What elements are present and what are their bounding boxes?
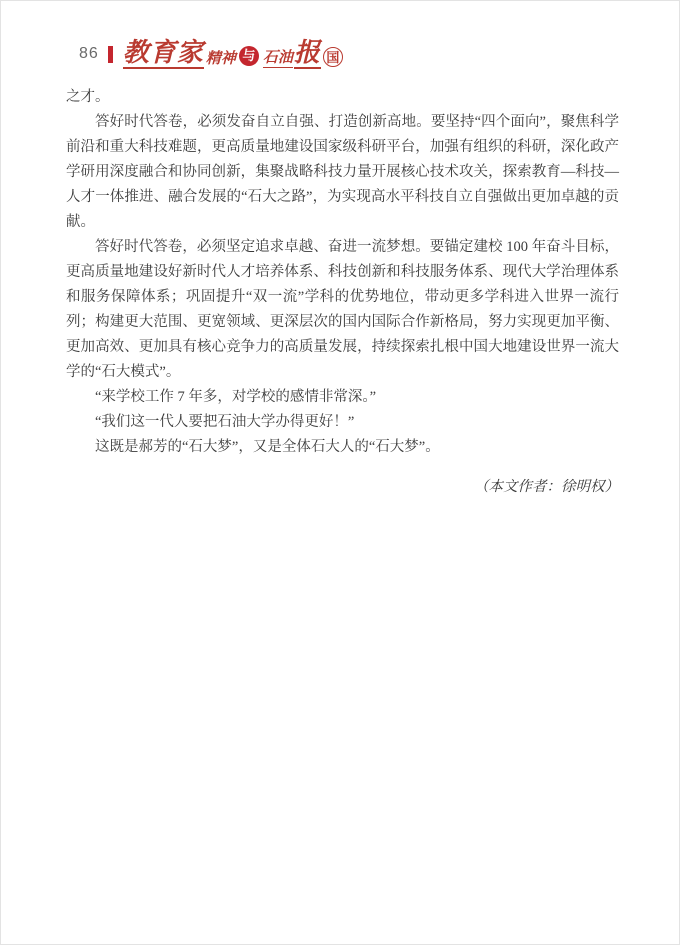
page-header <box>79 35 343 73</box>
page-number: 86 <box>79 45 99 62</box>
logo-text-educator: 教育家 <box>123 39 204 70</box>
logo-text-petroleum: 石油 <box>263 46 293 68</box>
body-paragraph: 这既是郝芳的“石大梦”，又是全体石大人的“石大梦”。 <box>95 439 440 455</box>
body-paragraph: 答好时代答卷，必须发奋自立自强、打造创新高地。要坚持“四个面向”，聚焦科学前沿和重大科技难题，更高质量地建设国家级科研平台，加强有组织的科研，深化政产学研用深度融合和协同创新，集聚战略科技力量开展核心技术攻关，探索教育—科技—人才一体推进、融合发展的“石大之路”，为实现高水平科技自立自强做出更加卓越的贡献。 <box>66 114 619 230</box>
body-paragraph: “来学校工作 7 年多，对学校的感情非常深。” <box>95 389 377 405</box>
journal-logo <box>123 39 343 70</box>
logo-seal-yu-icon: 与 <box>239 46 259 66</box>
author-attribution: （本文作者：徐明权） <box>474 479 619 495</box>
header-divider-bar <box>108 46 113 63</box>
logo-seal-guo-icon: 国 <box>323 47 343 67</box>
body-paragraph: 答好时代答卷，必须坚定追求卓越、奋进一流梦想。要锚定建校 100 年奋斗目标，更高质量地建设好新时代人才培养体系、科技创新和科技服务体系、现代大学治理体系和服务保障体系；巩固提升“双一流”学科的优势地位，带动更多学科进入世界一流行列；构建更大范围、更宽领域、更深层次的国内国际合作新格局，努力实现更加平衡、更加高效、更加具有核心竞争力的高质量发展，持续探索扎根中国大地建设世界一流大学的“石大模式”。 <box>66 239 619 380</box>
paragraph-list <box>66 85 619 460</box>
body-paragraph: “我们这一代人要把石油大学办得更好！” <box>95 414 355 430</box>
body-paragraph: 之才。 <box>66 89 110 105</box>
logo-text-spirit: 精神 <box>205 50 236 67</box>
article-body <box>66 85 619 515</box>
logo-text-serve: 报 <box>294 39 321 70</box>
